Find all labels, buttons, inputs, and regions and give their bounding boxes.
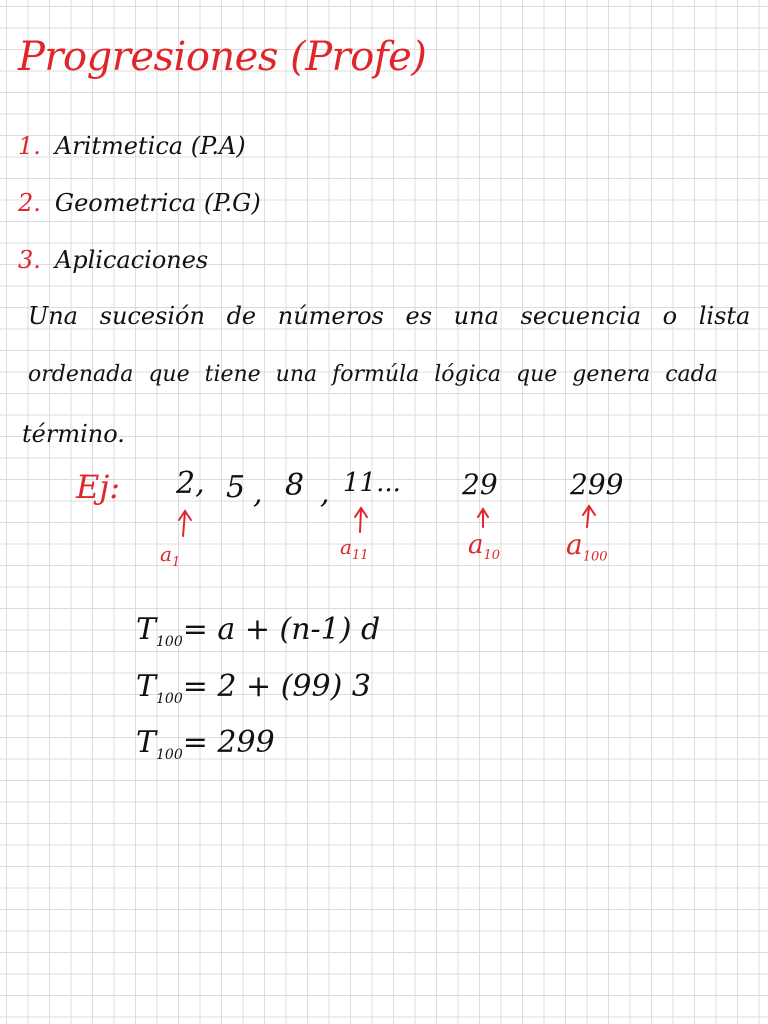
list-item-label: Aplicaciones bbox=[54, 246, 209, 274]
list-item-label: Geometrica (P.G) bbox=[54, 189, 261, 217]
term-299: 299 bbox=[570, 468, 624, 501]
eq-sub: 100 bbox=[156, 747, 183, 763]
eq-lhs: T bbox=[136, 612, 157, 647]
arrow-up-icon bbox=[355, 508, 367, 532]
separator-comma: , bbox=[320, 476, 330, 511]
term-29: 29 bbox=[462, 468, 498, 501]
definition-line-2: ordenada que tiene una formúla lógica que genera cada bbox=[28, 362, 718, 387]
list-number: 1. bbox=[18, 132, 41, 160]
subscript-label-a10 bbox=[468, 530, 500, 563]
list-number: 2. bbox=[18, 189, 41, 217]
separator-comma: , bbox=[253, 476, 263, 511]
subscript-label-a1 bbox=[160, 542, 180, 570]
definition-line-1: Una sucesión de números es una secuencia o lista bbox=[28, 302, 751, 330]
label-sub: 1 bbox=[171, 555, 181, 570]
eq-sub: 100 bbox=[156, 691, 183, 707]
eq-lhs: T bbox=[136, 725, 157, 760]
term-8: 8 bbox=[285, 468, 305, 503]
subscript-label-a11 bbox=[340, 535, 368, 563]
eq-sub: 100 bbox=[156, 634, 183, 650]
arrow-up-icon bbox=[583, 506, 595, 527]
definition-line-3: término. bbox=[22, 420, 125, 448]
list-number: 3. bbox=[18, 246, 41, 274]
equation-substitution bbox=[136, 669, 371, 707]
term-11: 11... bbox=[343, 468, 401, 498]
arrow-up-icon bbox=[478, 509, 488, 527]
arrow-up-icon bbox=[179, 511, 191, 536]
label-base: a bbox=[566, 528, 583, 561]
list-item-label: Aritmetica (P.A) bbox=[54, 132, 246, 160]
page-title: Progresiones (Profe) bbox=[18, 34, 427, 80]
label-sub: 100 bbox=[582, 549, 608, 565]
subscript-label-a100 bbox=[566, 528, 608, 565]
equation-formula bbox=[136, 612, 380, 650]
label-base: a bbox=[468, 530, 484, 560]
example-label: Ej: bbox=[76, 468, 121, 506]
eq-rhs: = 2 + (99) 3 bbox=[182, 669, 371, 704]
eq-rhs: = 299 bbox=[182, 725, 275, 760]
term-2: 2, bbox=[176, 466, 205, 501]
label-sub: 10 bbox=[483, 548, 501, 564]
equation-result bbox=[136, 725, 275, 763]
label-sub: 11 bbox=[351, 548, 369, 563]
eq-lhs: T bbox=[136, 669, 157, 704]
term-5: 5 bbox=[226, 470, 246, 505]
label-base: a bbox=[340, 535, 352, 559]
eq-rhs: = a + (n-1) d bbox=[182, 612, 381, 647]
label-base: a bbox=[160, 542, 172, 566]
